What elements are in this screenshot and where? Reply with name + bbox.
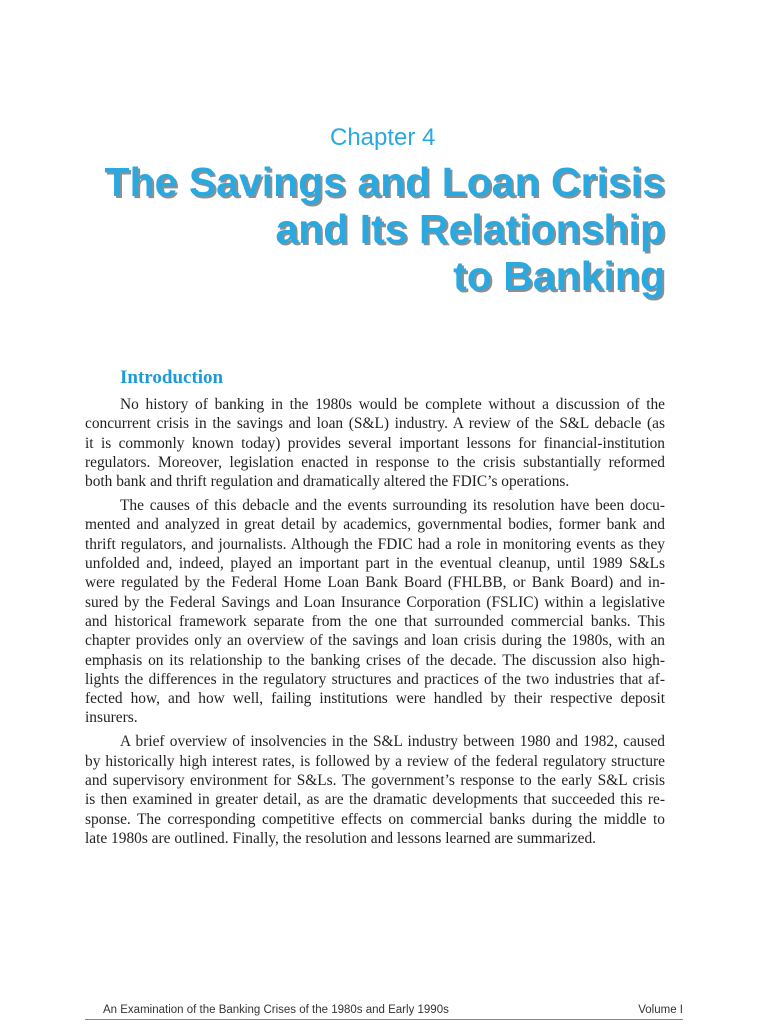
paragraph	[85, 732, 665, 848]
paragraph	[85, 395, 665, 491]
text-line: regulators. Moreover, legislation enacted in response to the crisis substantially reformed	[85, 453, 665, 471]
text-line: thrift regulators, and journalists. Although the FDIC had a role in monitoring events as they	[85, 535, 665, 553]
text-line: late 1980s are outlined. Finally, the resolution and lessons learned are summarized.	[85, 829, 597, 847]
text-line: sponse. The corresponding competitive effects on commercial banks during the middle to	[85, 810, 665, 828]
text-line: unfolded and, indeed, played an important part in the eventual cleanup, until 1989 S&Ls	[85, 555, 665, 573]
text-line: is then examined in greater detail, as are the dramatic developments that succeeded this re-	[85, 791, 665, 809]
text-line: chapter provides only an overview of the savings and loan crisis during the 1980s, with an	[85, 632, 665, 650]
title-line: to Banking	[453, 253, 665, 299]
text-line: and historical framework separate from the one that surrounded commercial banks. This	[85, 612, 665, 630]
chapter-title	[65, 159, 665, 300]
footer-rule	[85, 1019, 683, 1020]
text-line: both bank and thrift regulation and dramatically altered the FDIC’s operations.	[85, 473, 570, 491]
title-line: and Its Relationship	[275, 206, 665, 252]
text-line: mented and analyzed in great detail by academics, governmental bodies, former bank and	[85, 516, 665, 534]
body-text	[85, 395, 665, 848]
footer-volume: Volume I	[638, 1004, 683, 1016]
section-heading: Introduction	[120, 367, 224, 388]
chapter-label: Chapter 4	[330, 124, 436, 151]
text-line: fected how, and how well, failing institutions were handled by their respective deposit	[85, 690, 665, 708]
text-line: were regulated by the Federal Home Loan Bank Board (FHLBB, or Bank Board) and in-	[85, 574, 665, 592]
text-line: emphasis on its relationship to the banking crises of the decade. The discussion also high-	[85, 651, 665, 669]
paragraph	[85, 496, 665, 728]
text-line: concurrent crisis in the savings and loan (S&L) industry. A review of the S&L debacle (as	[85, 415, 665, 433]
text-line: A brief overview of insolvencies in the S&L industry between 1980 and 1982, caused	[120, 733, 665, 751]
text-line: it is commonly known today) provides several important lessons for financial-institution	[85, 434, 665, 452]
text-line: No history of banking in the 1980s would be complete without a discussion of the	[120, 396, 665, 413]
text-line: The causes of this debacle and the events surrounding its resolution have been docu-	[120, 497, 665, 515]
text-line: insurers.	[85, 709, 138, 727]
text-line: lights the differences in the regulatory structures and practices of the two industries that af-	[85, 670, 665, 688]
text-line: and supervisory environment for S&Ls. The government’s response to the early S&L crisis	[85, 772, 665, 790]
footer-book-title: An Examination of the Banking Crises of the 1980s and Early 1990s	[103, 1004, 449, 1016]
text-line: by historically high interest rates, is followed by a review of the federal regulatory structure	[85, 752, 665, 770]
title-line: The Savings and Loan Crisis	[104, 159, 665, 205]
text-line: sured by the Federal Savings and Loan Insurance Corporation (FSLIC) within a legislative	[85, 593, 665, 611]
